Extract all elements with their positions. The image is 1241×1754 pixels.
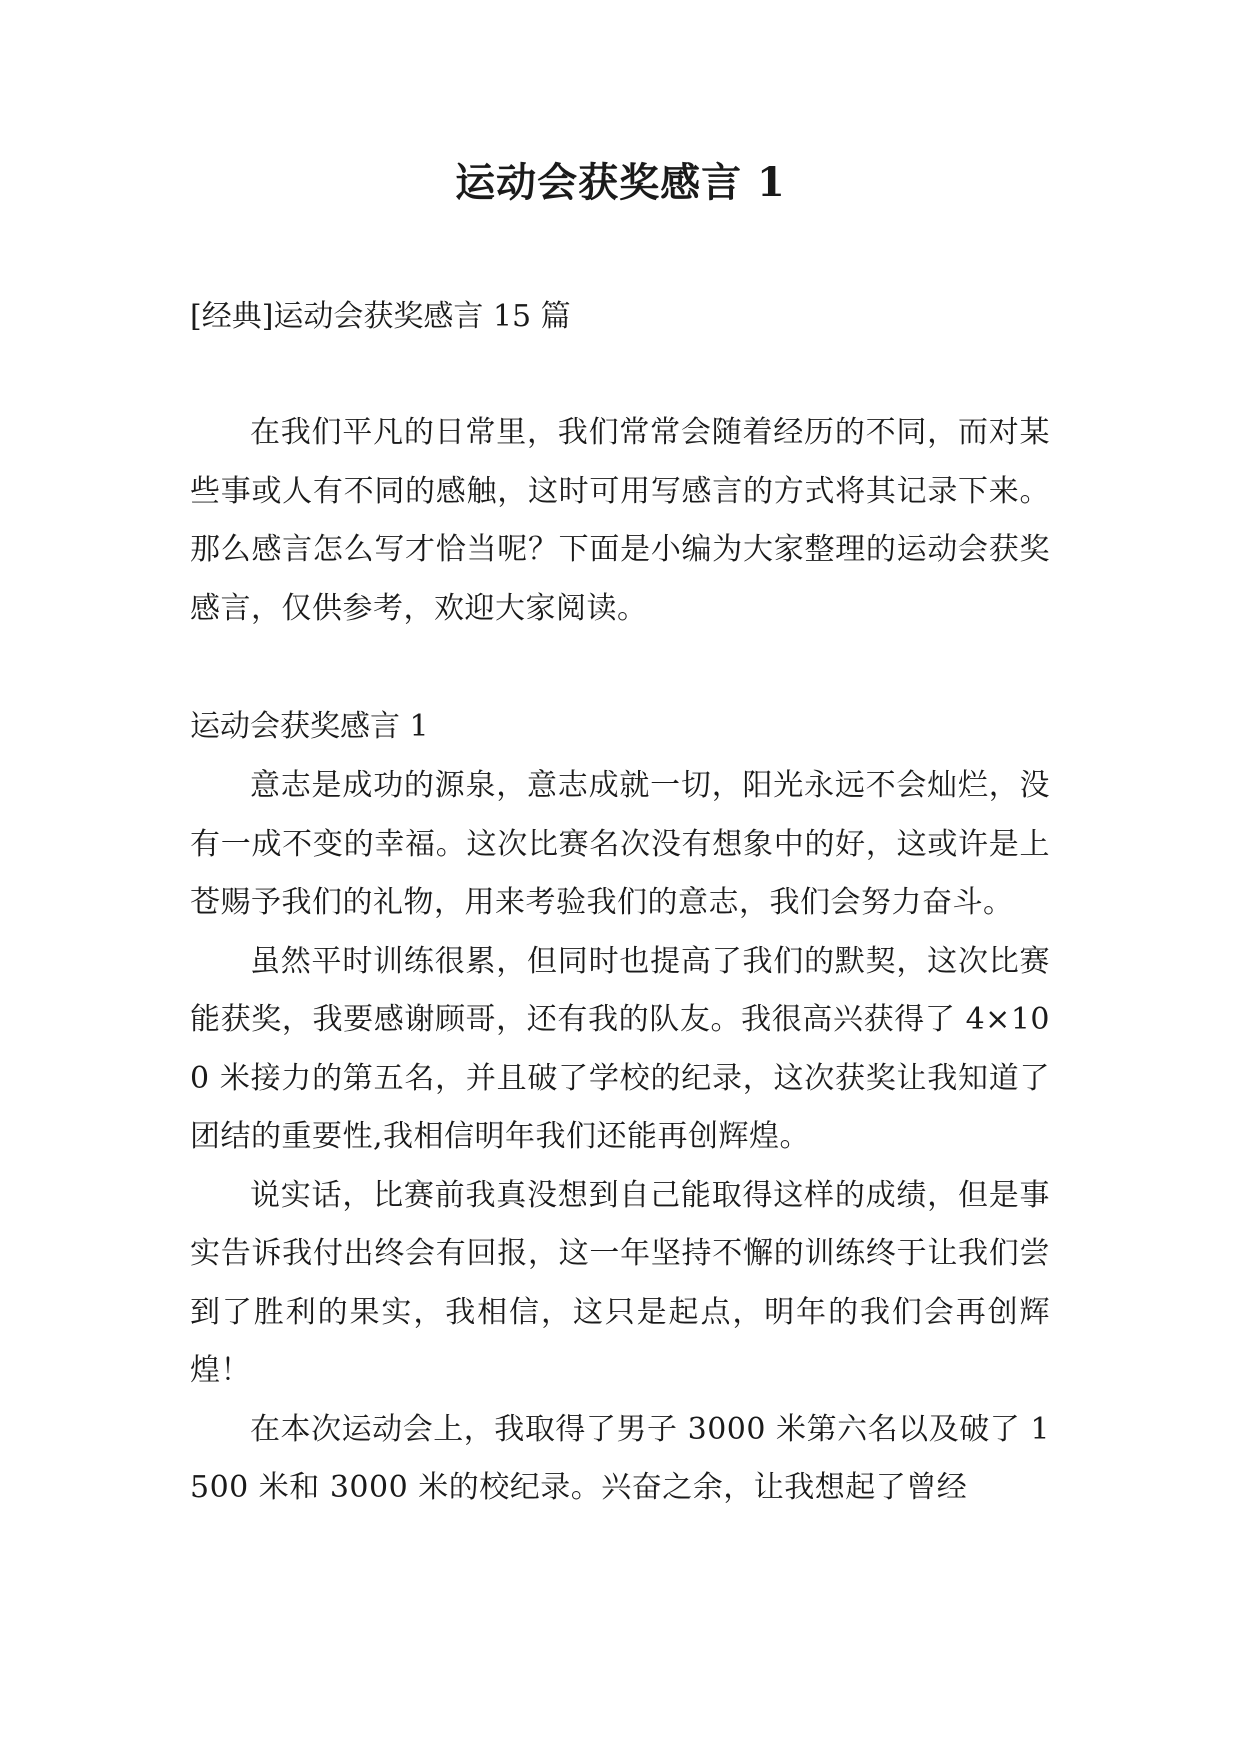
body-paragraph-3: 说实话，比赛前我真没想到自己能取得这样的成绩，但是事实告诉我付出终会有回报，这一年坚持不懈的训练终于让我们尝到了胜利的果实，我相信，这只是起点，明年的我们会再创辉煌！ <box>190 1177 1050 1388</box>
section-body <box>190 757 1050 1518</box>
document-subtitle: [经典]运动会获奖感言 15 篇 <box>190 299 571 334</box>
body-paragraph-2: 虽然平时训练很累，但同时也提高了我们的默契，这次比赛能获奖，我要感谢顾哥，还有我的队友。我很高兴获得了 4×100 米接力的第五名，并且破了学校的纪录，这次获奖让我知道了团结的重要性,我相信明年我们还能再创辉煌。 <box>190 943 1050 1154</box>
document-title: 运动会获奖感言 1 <box>455 159 786 206</box>
intro-paragraph: 在我们平凡的日常里，我们常常会随着经历的不同，而对某些事或人有不同的感触，这时可用写感言的方式将其记录下来。那么感言怎么写才恰当呢？下面是小编为大家整理的运动会获奖感言，仅供参考，欢迎大家阅读。 <box>190 415 1050 626</box>
body-paragraph-1: 意志是成功的源泉，意志成就一切，阳光永远不会灿烂，没有一成不变的幸福。这次比赛名次没有想象中的好，这或许是上苍赐予我们的礼物，用来考验我们的意志，我们会努力奋斗。 <box>190 768 1050 920</box>
body-paragraph-4: 在本次运动会上，我取得了男子 3000 米第六名以及破了 1500 米和 3000 米的校纪录。兴奋之余，让我想起了曾经 <box>190 1411 1050 1505</box>
intro-block <box>190 404 1050 638</box>
section-heading: 运动会获奖感言 1 <box>190 709 429 744</box>
